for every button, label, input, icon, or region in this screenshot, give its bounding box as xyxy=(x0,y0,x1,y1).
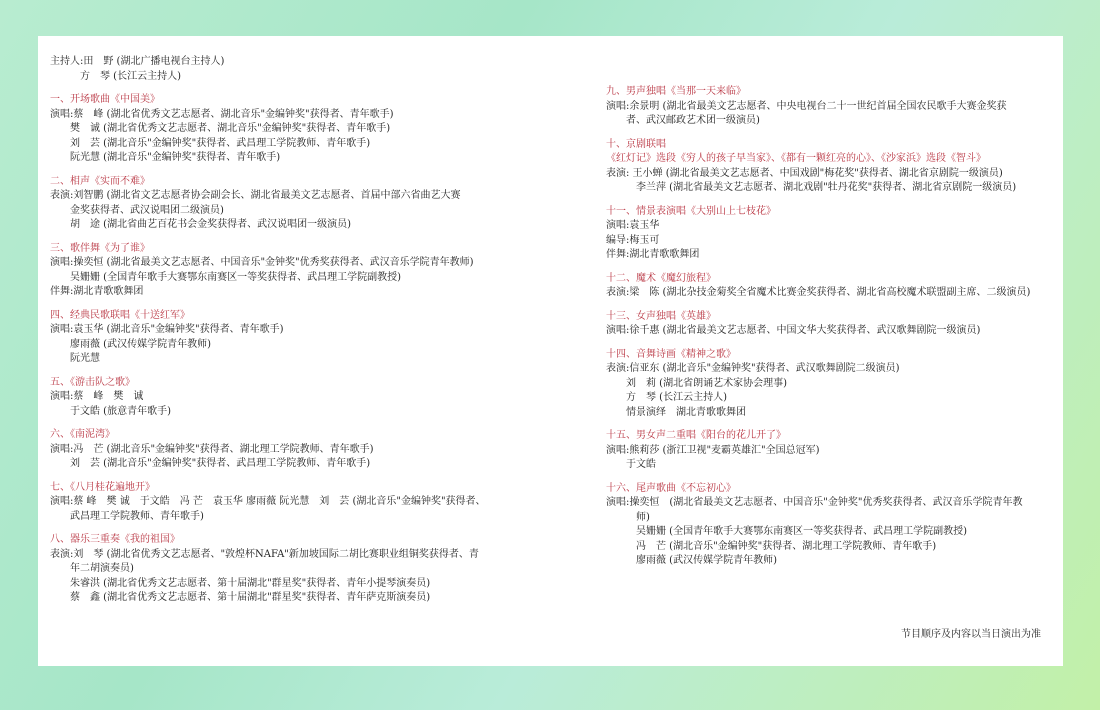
performer-line: 表演:梁 陈 (湖北杂技金菊奖全省魔术比赛金奖获得者、湖北省高校魔术联盟副主席、二级演员) xyxy=(606,287,1031,298)
performer-line: 吴姗姗 (全国青年歌手大赛鄂东南赛区一等奖获得者、武昌理工学院副教授) xyxy=(50,271,401,283)
program-item-title: 三、歌伴舞《为了谁》 xyxy=(50,242,150,254)
section-gap xyxy=(606,196,1051,205)
performer-line: 方 琴 (长江云主持人) xyxy=(606,392,727,403)
performer-line: 演唱:操奕恒 (湖北省最美文艺志愿者、中国音乐"金钟奖"优秀奖获得者、武汉音乐学院青年教师) xyxy=(50,257,474,268)
program-item-title: 五、《游击队之歌》 xyxy=(50,376,135,388)
program-item-title: 一、开场歌曲《中国美》 xyxy=(50,94,160,105)
section-gap xyxy=(50,84,570,93)
performer-line: 表演: 王小蝉 (湖北省最美文艺志愿者、中国戏剧"梅花奖"获得者、湖北省京剧院一级演员) xyxy=(606,167,1003,179)
performer-line: 演唱:袁玉华 xyxy=(606,220,660,231)
performer-line: 演唱:冯 芒 (湖北音乐"金编钟奖"获得者、湖北理工学院教师、青年歌手) xyxy=(50,443,374,455)
performer-line: 阮光慧 (湖北音乐"金编钟奖"获得者、青年歌手) xyxy=(50,152,281,163)
performer-line: 于文皓 (旅意青年歌手) xyxy=(50,405,171,417)
program-item-title: 十、京剧联唱 xyxy=(606,138,666,150)
program-item-title: 八、器乐三重奏《我的祖国》 xyxy=(50,534,180,545)
performer-line: 刘 芸 (湖北音乐"金编钟奖"获得者、武昌理工学院教师、青年歌手) xyxy=(50,458,371,469)
performer-line: 年二胡演奏员) xyxy=(50,563,134,574)
performer-line: 表演:刘智鹏 (湖北省文艺志愿者协会副会长、湖北省最美文艺志愿者、首届中部六省曲艺大赛 xyxy=(50,190,461,201)
section-gap xyxy=(50,300,570,309)
performer-line: 演唱:操奕恒 (湖北省最美文艺志愿者、中国音乐"金钟奖"优秀奖获得者、武汉音乐学院青年教 xyxy=(606,497,1023,508)
performer-line: 演唱:熊莉莎 (浙江卫视"麦霸英雄汇"全国总冠军) xyxy=(606,444,820,456)
performer-line: 刘 芸 (湖北音乐"金编钟奖"获得者、武昌理工学院教师、青年歌手) xyxy=(50,137,371,149)
program-item-title: 十三、女声独唱《英雄》 xyxy=(606,310,716,322)
program-item-title: 九、男声独唱《当那一天来临》 xyxy=(606,86,746,97)
performer-line: 胡 途 (湖北省曲艺百花书会金奖获得者、武汉说唱团一级演员) xyxy=(50,219,351,230)
section-gap xyxy=(606,420,1051,429)
program-item-title: 四、经典民歌联唱《十送红军》 xyxy=(50,309,190,321)
section-gap xyxy=(606,263,1051,272)
program-item-title: 《红灯记》选段《穷人的孩子早当家》、《都有一颗红亮的心》、《沙家浜》选段《智斗》 xyxy=(606,153,986,164)
performer-line: 金奖获得者、武汉说唱团二级演员) xyxy=(50,204,224,216)
section-gap xyxy=(606,339,1051,348)
performer-line: 廖雨薇 (武汉传媒学院青年教师) xyxy=(50,338,211,350)
program-item-title: 七、《八月桂花遍地开》 xyxy=(50,481,155,493)
performer-line: 吴姗姗 (全国青年歌手大赛鄂东南赛区一等奖获得者、武昌理工学院副教授) xyxy=(606,526,967,537)
performer-line: 阮光慧 xyxy=(50,353,100,364)
performer-line: 朱睿洪 (湖北省优秀文艺志愿者、第十届湖北"群星奖"获得者、青年小提琴演奏员) xyxy=(50,577,431,589)
performer-line: 主持人:田 野 (湖北广播电视台主持人) xyxy=(50,56,225,67)
performer-line: 武昌理工学院教师、青年歌手) xyxy=(50,510,204,522)
performer-line: 演唱:徐千惠 (湖北省最美文艺志愿者、中国文华大奖获得者、武汉歌舞剧院一级演员) xyxy=(606,325,981,336)
performer-line: 蔡 鑫 (湖北省优秀文艺志愿者、第十届湖北"群星奖"获得者、青年萨克斯演奏员) xyxy=(50,592,431,603)
program-item-title: 十五、男女声二重唱《阳台的花儿开了》 xyxy=(606,430,786,441)
section-gap xyxy=(50,419,570,428)
performer-line: 演唱:蔡 峰 (湖北省优秀文艺志愿者、湖北音乐"金编钟奖"获得者、青年歌手) xyxy=(50,108,394,120)
performer-line: 情景演绎 湖北青歌歌舞团 xyxy=(606,406,746,418)
performer-line: 者、武汉邮政艺术团一级演员) xyxy=(606,115,760,126)
performer-line: 编导:梅玉可 xyxy=(606,234,660,246)
performer-line: 刘 莉 (湖北省朗诵艺术家协会理事) xyxy=(606,377,787,389)
program-item-title: 十四、音舞诗画《精神之歌》 xyxy=(606,348,736,360)
section-gap xyxy=(606,129,1051,138)
performer-line: 伴舞:湖北青歌歌舞团 xyxy=(50,286,144,297)
program-sheet xyxy=(38,36,1063,666)
performer-line: 表演:刘 琴 (湖北省优秀文艺志愿者、"敦煌杯NAFA"新加坡国际二胡比赛职业组铜奖获得者、青 xyxy=(50,548,479,560)
performer-line: 演唱:蔡 峰 樊 诚 xyxy=(50,391,144,402)
program-item-title: 十二、魔术《魔幻旅程》 xyxy=(606,272,716,284)
section-gap xyxy=(50,367,570,376)
performer-line: 演唱:蔡 峰 樊 诚 于文皓 冯 芒 袁玉华 廖雨薇 阮光慧 刘 芸 (湖北音乐"金编钟奖"获得者、 xyxy=(50,496,486,507)
section-gap xyxy=(606,301,1051,310)
program-item-title: 十一、情景表演唱《大别山上七枝花》 xyxy=(606,205,776,217)
performer-line: 演唱:袁玉华 (湖北音乐"金编钟奖"获得者、青年歌手) xyxy=(50,324,284,335)
performer-line: 冯 芒 (湖北音乐"金编钟奖"获得者、湖北理工学院教师、青年歌手) xyxy=(606,540,937,552)
program-left-column xyxy=(50,36,570,606)
performer-line: 李兰萍 (湖北省最美文艺志愿者、湖北戏剧"牡丹花奖"获得者、湖北省京剧院一级演员) xyxy=(606,182,1017,193)
program-item-title: 二、相声《实而不难》 xyxy=(50,175,150,187)
program-item-title: 六、《南泥湾》 xyxy=(50,429,115,440)
performer-line: 廖雨薇 (武汉传媒学院青年教师) xyxy=(606,555,777,566)
performer-line: 师) xyxy=(606,511,650,523)
performer-line: 方 琴 (长江云主持人) xyxy=(50,70,181,82)
performer-line: 樊 诚 (湖北省优秀文艺志愿者、湖北音乐"金编钟奖"获得者、青年歌手) xyxy=(50,123,391,134)
section-gap xyxy=(50,472,570,481)
performer-line: 于文皓 xyxy=(606,459,656,470)
section-gap xyxy=(50,524,570,533)
program-right-column xyxy=(606,36,1051,569)
program-item-title: 十六、尾声歌曲《不忘初心》 xyxy=(606,482,736,494)
footer-note: 节目顺序及内容以当日演出为准 xyxy=(901,629,1041,640)
section-gap xyxy=(50,166,570,175)
section-gap xyxy=(50,233,570,242)
performer-line: 伴舞:湖北青歌歌舞团 xyxy=(606,249,700,260)
section-gap xyxy=(606,473,1051,482)
performer-line: 表演:信亚东 (湖北音乐"金编钟奖"获得者、武汉歌舞剧院二级演员) xyxy=(606,363,900,374)
performer-line: 演唱:余景明 (湖北省最美文艺志愿者、中央电视台二十一世纪首届全国农民歌手大赛金奖获 xyxy=(606,100,1007,112)
